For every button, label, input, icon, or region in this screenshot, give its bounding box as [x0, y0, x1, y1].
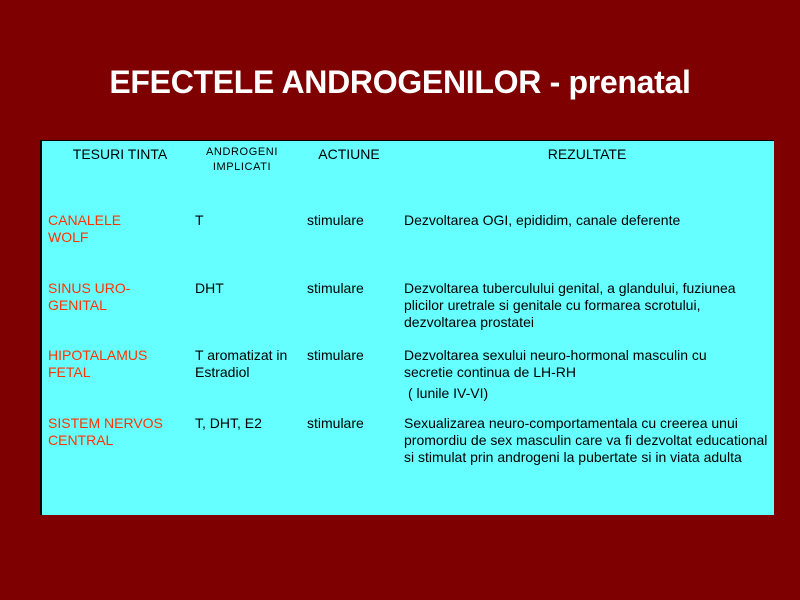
row-2-tissue: SINUS URO-GENITAL	[48, 280, 131, 313]
row-1-result: Dezvoltarea OGI, epididim, canale deferente	[404, 212, 681, 228]
row-1-tissue: CANALELE WOLF	[48, 212, 122, 245]
row-2-result: Dezvoltarea tuberculului genital, a glandului, fuziunea plicilor uretrale si genitale cu formarea scrotului, dezvoltarea prostatei	[404, 280, 736, 330]
slide-title: EFECTELE ANDROGENILOR - prenatal	[109, 64, 691, 100]
header-androgens: ANDROGENI IMPLICATI	[205, 146, 279, 173]
row-3-androgen: T aromatizat in Estradiol	[195, 347, 288, 380]
row-1-androgen: T	[195, 212, 204, 228]
row-3-note: ( lunile IV-VI)	[408, 385, 489, 401]
row-1-action: stimulare	[307, 212, 364, 228]
header-results: REZULTATE	[547, 146, 627, 162]
header-tissue: TESURI TINTA	[72, 146, 168, 162]
row-3-result-block	[404, 347, 754, 402]
row-4-tissue: SISTEM NERVOS CENTRAL	[48, 415, 163, 448]
header-action: ACTIUNE	[318, 146, 380, 162]
row-4-result: Sexualizarea neuro-comportamentala cu creerea unui promordiu de sex masculin care va fi dezvoltat educational si stimulat prin androgeni la pubertate si in viata adulta	[404, 415, 768, 465]
row-4-action: stimulare	[307, 415, 364, 431]
row-3-tissue: HIPOTALAMUS FETAL	[48, 347, 148, 380]
androgen-effects-table	[40, 140, 774, 515]
row-2-action: stimulare	[307, 280, 364, 296]
row-3-action: stimulare	[307, 347, 364, 363]
row-4-androgen: T, DHT, E2	[195, 415, 262, 431]
row-2-androgen: DHT	[195, 280, 224, 296]
row-3-result: Dezvoltarea sexului neuro-hormonal masculin cu secretie continua de LH-RH	[404, 347, 707, 380]
